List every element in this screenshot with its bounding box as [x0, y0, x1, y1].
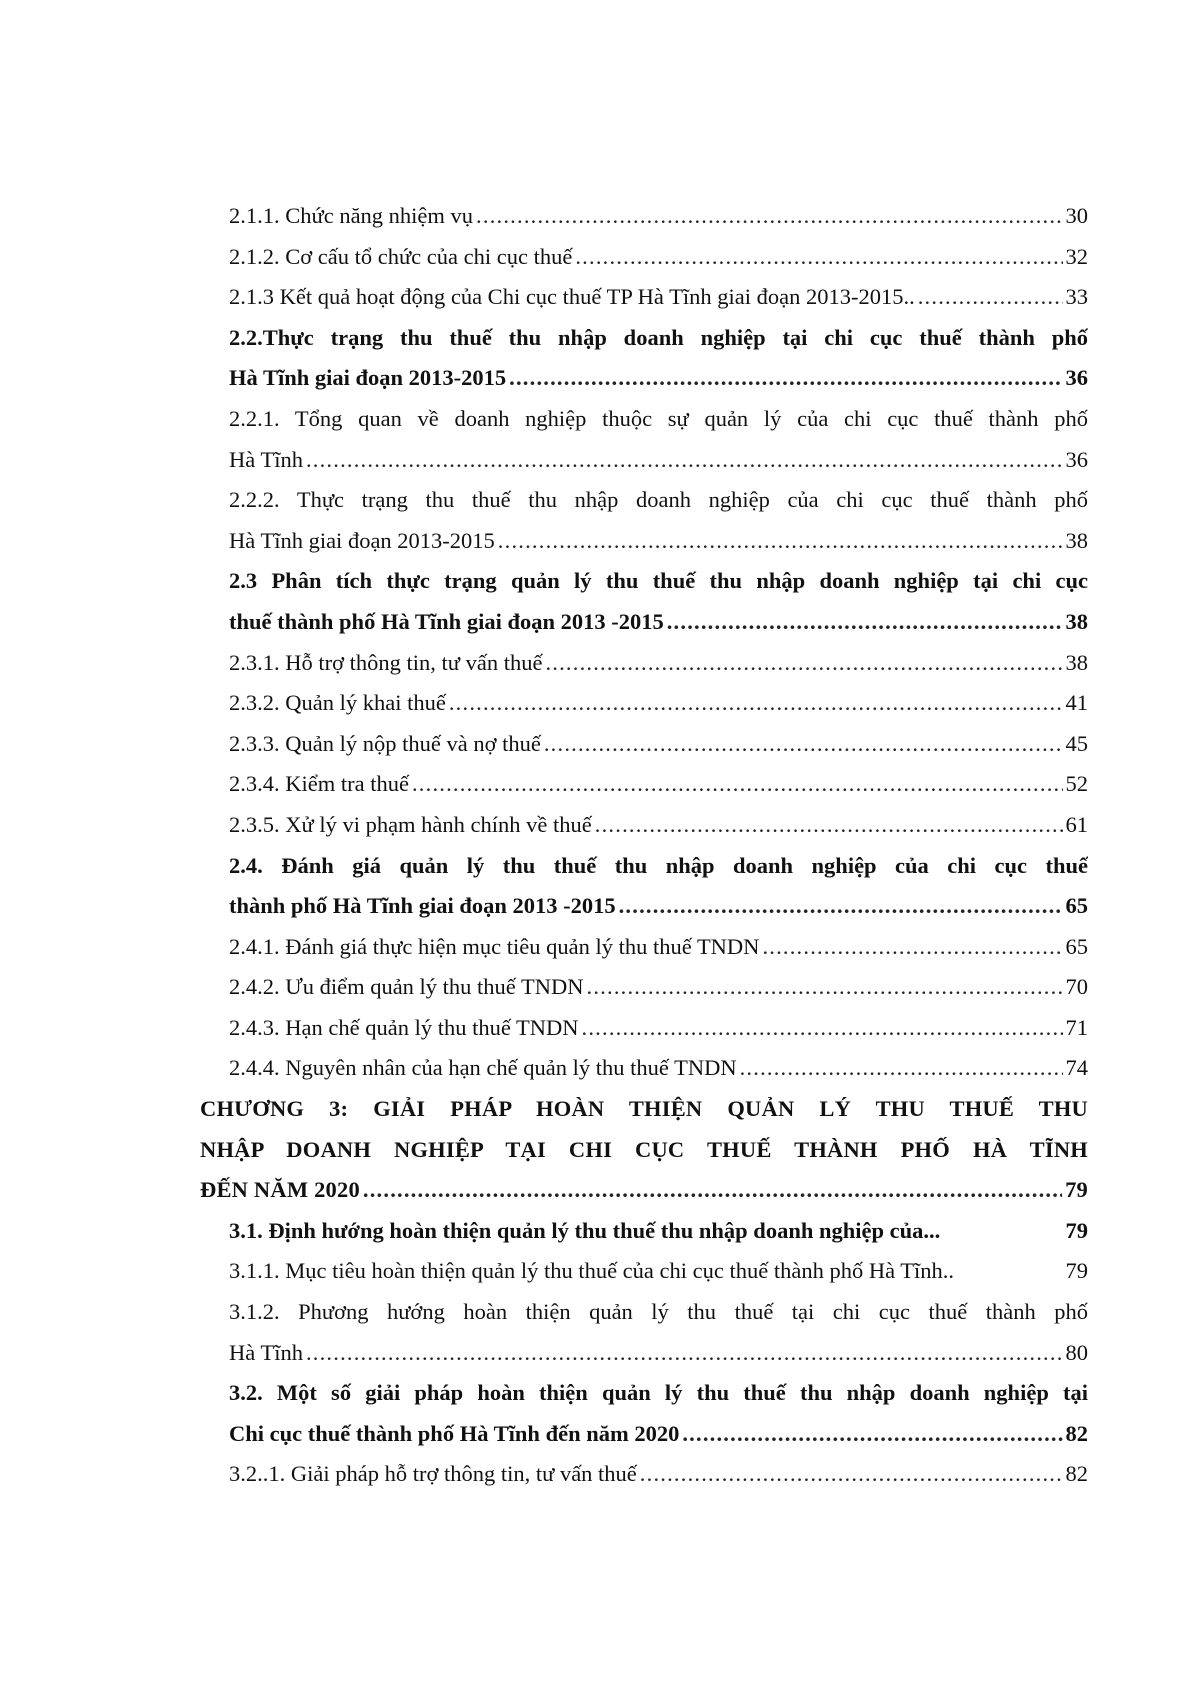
toc-entry-wrapped-line: 2.3 Phân tích thực trạng quản lý thu thuế thu nhập doanh nghiệp tại chi cục [229, 568, 1088, 594]
toc-entry[interactable] [200, 1048, 1088, 1089]
toc-entry-line [200, 1048, 1088, 1089]
toc-entry-wrapped-line: 2.2.2. Thực trạng thu thuế thu nhập doanh nghiệp của chi cục thuế thành phố [229, 487, 1088, 513]
toc-page-number: 36 [1065, 446, 1088, 472]
toc-dot-leader [667, 602, 1063, 643]
toc-entry-line [200, 886, 1088, 927]
toc-entry-title: 2.3.3. Quản lý nộp thuế và nợ thuế [229, 730, 541, 756]
toc-entry-wrapped-line: 2.2.1. Tổng quan về doanh nghiệp thuộc sự quản lý của chi cục thuế thành phố [229, 405, 1088, 431]
toc-entry[interactable] [200, 561, 1088, 642]
toc-entry-title: ĐẾN NĂM 2020 [200, 1177, 360, 1203]
toc-entry-title: 3.1.1. Mục tiêu hoàn thiện quản lý thu thuế của chi cục thuế thành phố Hà Tĩnh.. [229, 1258, 955, 1284]
toc-entry-wrapped-line: CHƯƠNG 3: GIẢI PHÁP HOÀN THIỆN QUẢN LÝ THU THUẾ THU [200, 1096, 1088, 1122]
toc-page-number: 79 [1065, 1177, 1088, 1203]
toc-dot-leader [476, 196, 1062, 237]
toc-page-number: 65 [1065, 893, 1088, 919]
toc-entry-line [200, 683, 1088, 724]
toc-page-number: 70 [1065, 974, 1088, 1000]
toc-page-number: 41 [1065, 690, 1088, 716]
toc-entry-line [200, 1333, 1088, 1374]
toc-entry[interactable] [200, 318, 1088, 399]
toc-page-number: 79 [1065, 1258, 1088, 1284]
toc-entry[interactable] [200, 643, 1088, 684]
toc-entry-title: 2.1.3 Kết quả hoạt động của Chi cục thuế TP Hà Tĩnh giai đoạn 2013-2015.. [229, 284, 915, 310]
toc-entry-line [200, 196, 1088, 237]
toc-entry-line [200, 1251, 1088, 1292]
toc-entry-line [200, 1414, 1088, 1455]
toc-entry[interactable] [200, 399, 1088, 480]
toc-entry-line [200, 1008, 1088, 1049]
toc-dot-leader [582, 1008, 1063, 1049]
toc-page-number: 65 [1065, 933, 1088, 959]
toc-page-number: 71 [1065, 1014, 1088, 1040]
toc-entry-title: 2.4.1. Đánh giá thực hiện mục tiêu quản lý thu thuế TNDN [229, 933, 760, 959]
toc-entry-line [200, 764, 1088, 805]
toc-dot-leader [449, 683, 1063, 724]
toc-entry[interactable] [200, 764, 1088, 805]
toc-entry[interactable] [200, 1251, 1088, 1292]
toc-entry[interactable] [200, 967, 1088, 1008]
toc-entry-line [200, 967, 1088, 1008]
toc-entry[interactable] [200, 1211, 1088, 1252]
toc-dot-leader [595, 805, 1063, 846]
toc-page-number: 74 [1065, 1055, 1088, 1081]
toc-dot-leader [545, 643, 1062, 684]
toc-entry-title: 2.4.4. Nguyên nhân của hạn chế quản lý thu thuế TNDN [229, 1055, 737, 1081]
toc-entry[interactable] [200, 1089, 1088, 1211]
toc-page-number: 80 [1065, 1339, 1088, 1365]
toc-page-number: 38 [1065, 527, 1088, 553]
toc-entry-title: Chi cục thuế thành phố Hà Tĩnh đến năm 2020 [229, 1420, 680, 1446]
toc-entry[interactable] [200, 480, 1088, 561]
toc-entry-title: thành phố Hà Tĩnh giai đoạn 2013 -2015 [229, 893, 616, 919]
toc-dot-leader [575, 237, 1062, 278]
toc-entry[interactable] [200, 1008, 1088, 1049]
toc-entry-line [200, 724, 1088, 765]
toc-page-number: 30 [1065, 203, 1088, 228]
toc-entry-wrapped-line: NHẬP DOANH NGHIỆP TẠI CHI CỤC THUẾ THÀNH PHỐ HÀ TĨNH [200, 1136, 1088, 1162]
toc-page-number: 38 [1065, 608, 1088, 634]
toc-page-number: 52 [1065, 771, 1088, 797]
toc-entry-line [200, 1170, 1088, 1211]
toc-dot-leader [682, 1414, 1062, 1455]
toc-page-number: 61 [1065, 811, 1088, 837]
toc-entry-title: 2.1.1. Chức năng nhiệm vụ [229, 203, 474, 228]
toc-page-number: 32 [1065, 243, 1088, 269]
toc-entry[interactable] [200, 1292, 1088, 1373]
toc-dot-leader [363, 1170, 1062, 1211]
toc-entry-line [200, 602, 1088, 643]
toc-dot-leader [306, 1333, 1063, 1374]
toc-entry-line [200, 440, 1088, 481]
toc-entry-title: 3.1. Định hướng hoàn thiện quản lý thu thuế thu nhập doanh nghiệp của... [229, 1217, 941, 1243]
toc-entry-title: 3.2..1. Giải pháp hỗ trợ thông tin, tư vấn thuế [229, 1461, 637, 1487]
toc-dot-leader [918, 277, 1063, 318]
toc-entry-line [200, 521, 1088, 562]
toc-entry-title: 2.4.2. Ưu điểm quản lý thu thuế TNDN [229, 974, 584, 1000]
toc-dot-leader [306, 440, 1063, 481]
toc-entry-wrapped-line: 2.4. Đánh giá quản lý thu thuế thu nhập doanh nghiệp của chi cục thuế [229, 852, 1088, 878]
toc-entry-title: Hà Tĩnh [229, 446, 303, 472]
toc-entry-title: 2.3.5. Xử lý vi phạm hành chính về thuế [229, 811, 592, 837]
toc-entry-wrapped-line: 3.1.2. Phương hướng hoàn thiện quản lý thu thuế tại chi cục thuế thành phố [229, 1299, 1088, 1325]
toc-entry[interactable] [200, 724, 1088, 765]
toc-dot-leader [498, 521, 1063, 562]
toc-entry-line [200, 237, 1088, 278]
toc-entry[interactable] [200, 927, 1088, 968]
toc-entry[interactable] [200, 196, 1088, 237]
toc-dot-leader [640, 1454, 1063, 1495]
toc-entry[interactable] [200, 1454, 1088, 1495]
toc-entry-title: 2.3.4. Kiểm tra thuế [229, 771, 409, 797]
toc-dot-leader [509, 358, 1062, 399]
toc-entry-title: 2.4.3. Hạn chế quản lý thu thuế TNDN [229, 1014, 579, 1040]
toc-entry[interactable] [200, 237, 1088, 278]
toc-entry-title: 2.3.2. Quản lý khai thuế [229, 690, 446, 716]
toc-dot-leader [762, 927, 1062, 968]
toc-page-number: 45 [1065, 730, 1088, 756]
toc-page-number: 82 [1065, 1420, 1088, 1446]
toc-entry-line [200, 1211, 1088, 1252]
toc-page-number: 36 [1065, 365, 1088, 391]
toc-entry[interactable] [200, 1373, 1088, 1454]
toc-entry-title: Hà Tĩnh giai đoạn 2013-2015 [229, 365, 507, 391]
toc-entry-title: thuế thành phố Hà Tĩnh giai đoạn 2013 -2015 [229, 608, 664, 634]
toc-entry-title: 2.1.2. Cơ cấu tổ chức của chi cục thuế [229, 243, 573, 269]
toc-entry-line [200, 1454, 1088, 1495]
toc-entry-line [200, 643, 1088, 684]
toc-entry-wrapped-line: 3.2. Một số giải pháp hoàn thiện quản lý thu thuế thu nhập doanh nghiệp tại [229, 1380, 1088, 1406]
toc-page-number: 82 [1065, 1461, 1088, 1487]
toc-dot-leader [544, 724, 1063, 765]
toc-entry-title: 2.3.1. Hỗ trợ thông tin, tư vấn thuế [229, 649, 543, 675]
toc-dot-leader [740, 1048, 1063, 1089]
toc-entry[interactable] [200, 805, 1088, 846]
table-of-contents [200, 196, 1088, 1495]
toc-entry-line [200, 805, 1088, 846]
toc-entry-title: Hà Tĩnh [229, 1339, 303, 1365]
toc-entry-line [200, 927, 1088, 968]
toc-entry-title: Hà Tĩnh giai đoạn 2013-2015 [229, 527, 495, 553]
toc-entry-line [200, 358, 1088, 399]
toc-page-number: 38 [1065, 649, 1088, 675]
toc-entry-wrapped-line: 2.2.Thực trạng thu thuế thu nhập doanh nghiệp tại chi cục thuế thành phố [229, 324, 1088, 350]
toc-dot-leader [619, 886, 1063, 927]
toc-page-number: 33 [1065, 284, 1088, 310]
toc-dot-leader [412, 764, 1063, 805]
toc-dot-leader [587, 967, 1063, 1008]
toc-entry[interactable] [200, 846, 1088, 927]
toc-page-number: 79 [1065, 1217, 1088, 1243]
toc-entry-line [200, 277, 1088, 318]
toc-entry[interactable] [200, 683, 1088, 724]
toc-entry[interactable] [200, 277, 1088, 318]
